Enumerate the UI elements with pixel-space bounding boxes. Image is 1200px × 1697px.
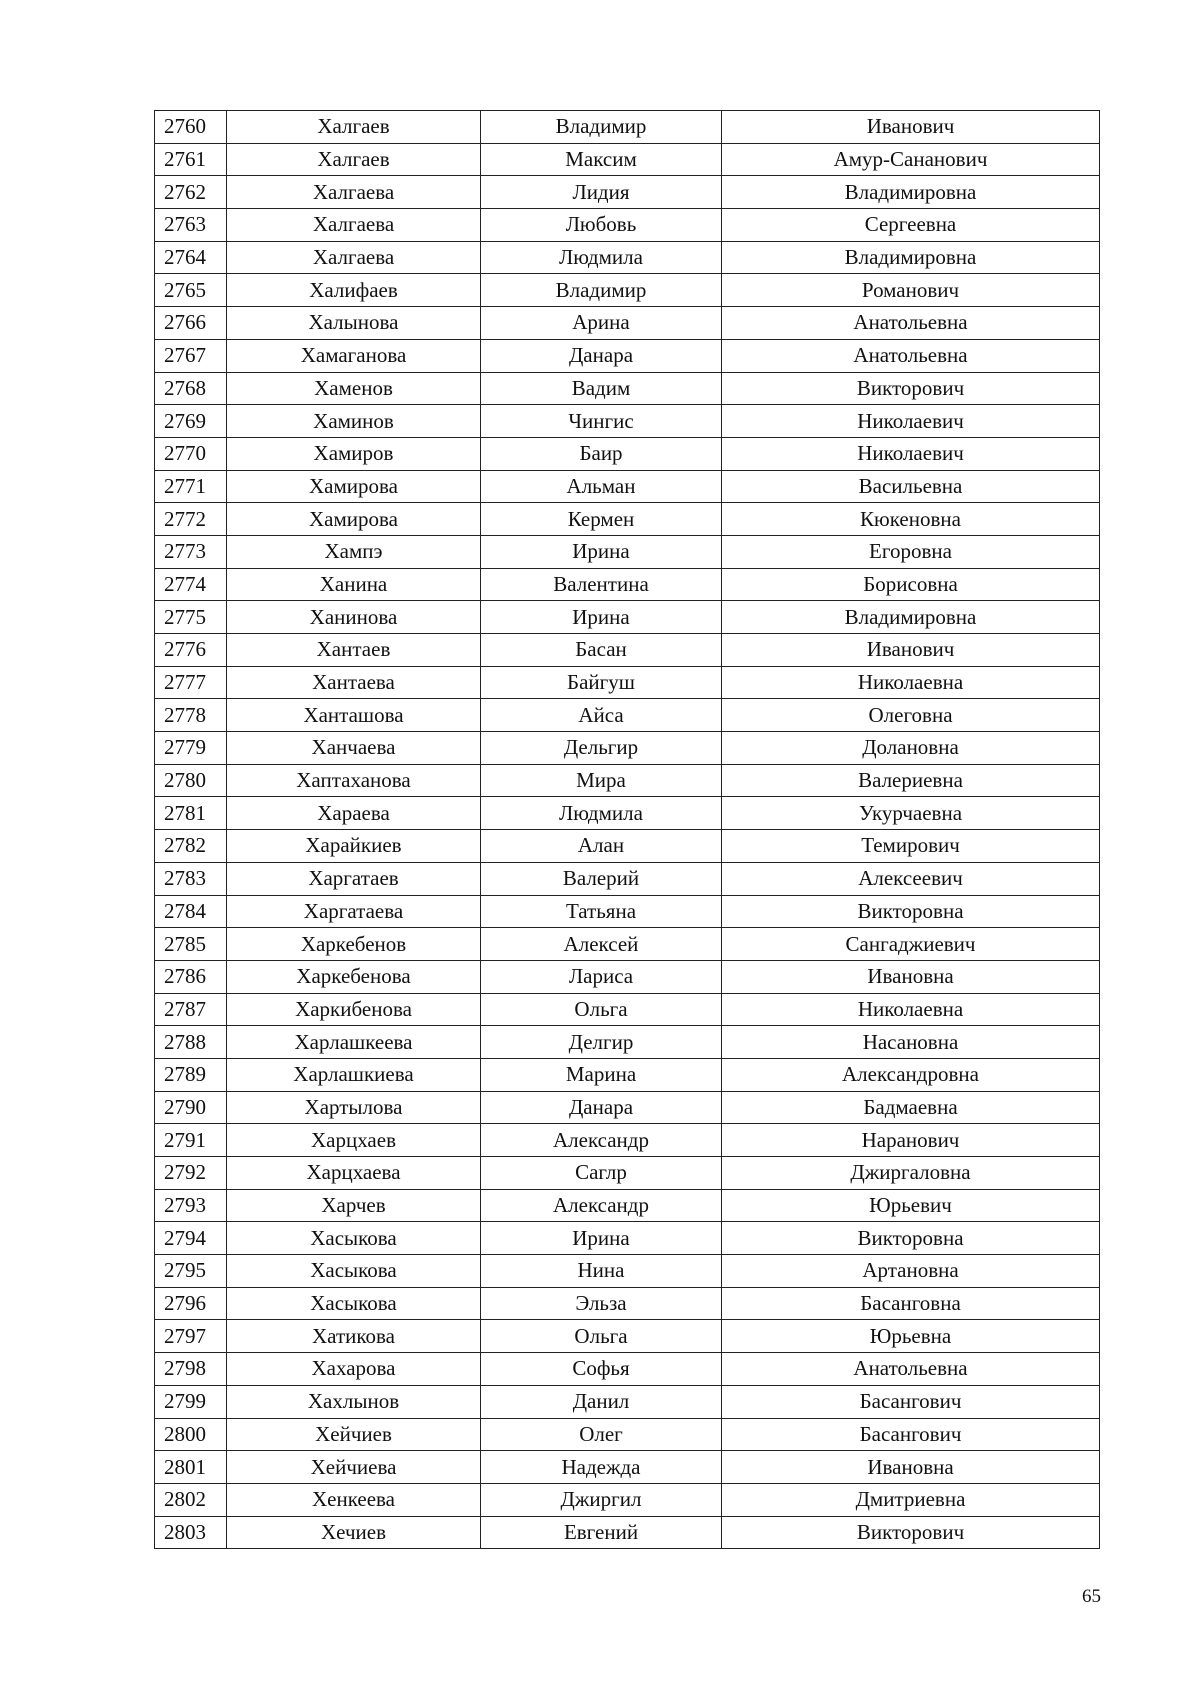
first-name-cell: Валерий xyxy=(481,862,722,895)
patronymic-cell: Насановна xyxy=(722,1026,1100,1059)
last-name-cell: Хасыкова xyxy=(227,1222,481,1255)
first-name-cell: Арина xyxy=(481,307,722,340)
row-number-cell: 2760 xyxy=(155,111,227,144)
patronymic-cell: Амур-Сананович xyxy=(722,143,1100,176)
patronymic-cell: Владимировна xyxy=(722,601,1100,634)
last-name-cell: Халгаев xyxy=(227,143,481,176)
row-number-cell: 2773 xyxy=(155,535,227,568)
first-name-cell: Альман xyxy=(481,470,722,503)
row-number-cell: 2765 xyxy=(155,274,227,307)
first-name-cell: Дельгир xyxy=(481,732,722,765)
patronymic-cell: Джиргаловна xyxy=(722,1157,1100,1190)
first-name-cell: Алексей xyxy=(481,928,722,961)
last-name-cell: Хечиев xyxy=(227,1516,481,1549)
last-name-cell: Халгаева xyxy=(227,209,481,242)
first-name-cell: Людмила xyxy=(481,241,722,274)
row-number-cell: 2775 xyxy=(155,601,227,634)
first-name-cell: Татьяна xyxy=(481,895,722,928)
table-row xyxy=(155,1124,1100,1157)
table-row xyxy=(155,895,1100,928)
row-number-cell: 2780 xyxy=(155,764,227,797)
table-row xyxy=(155,1255,1100,1288)
row-number-cell: 2802 xyxy=(155,1483,227,1516)
table-row xyxy=(155,634,1100,667)
patronymic-cell: Валериевна xyxy=(722,764,1100,797)
patronymic-cell: Викторович xyxy=(722,1516,1100,1549)
first-name-cell: Ирина xyxy=(481,535,722,568)
table-row xyxy=(155,764,1100,797)
last-name-cell: Харцхаева xyxy=(227,1157,481,1190)
table-row xyxy=(155,830,1100,863)
row-number-cell: 2762 xyxy=(155,176,227,209)
last-name-cell: Хаптаханова xyxy=(227,764,481,797)
first-name-cell: Ольга xyxy=(481,1320,722,1353)
table-row xyxy=(155,601,1100,634)
row-number-cell: 2764 xyxy=(155,241,227,274)
first-name-cell: Данил xyxy=(481,1385,722,1418)
table-row xyxy=(155,372,1100,405)
last-name-cell: Харчев xyxy=(227,1189,481,1222)
last-name-cell: Халгаева xyxy=(227,176,481,209)
name-table-body xyxy=(155,111,1100,1549)
row-number-cell: 2772 xyxy=(155,503,227,536)
patronymic-cell: Артановна xyxy=(722,1255,1100,1288)
patronymic-cell: Укурчаевна xyxy=(722,797,1100,830)
patronymic-cell: Басанговна xyxy=(722,1287,1100,1320)
table-row xyxy=(155,568,1100,601)
last-name-cell: Харкебенов xyxy=(227,928,481,961)
patronymic-cell: Романович xyxy=(722,274,1100,307)
row-number-cell: 2768 xyxy=(155,372,227,405)
row-number-cell: 2801 xyxy=(155,1451,227,1484)
row-number-cell: 2792 xyxy=(155,1157,227,1190)
table-row xyxy=(155,535,1100,568)
first-name-cell: Владимир xyxy=(481,274,722,307)
row-number-cell: 2769 xyxy=(155,405,227,438)
last-name-cell: Ханина xyxy=(227,568,481,601)
row-number-cell: 2770 xyxy=(155,437,227,470)
patronymic-cell: Сергеевна xyxy=(722,209,1100,242)
table-row xyxy=(155,405,1100,438)
table-row xyxy=(155,1157,1100,1190)
patronymic-cell: Кюкеновна xyxy=(722,503,1100,536)
patronymic-cell: Владимировна xyxy=(722,241,1100,274)
row-number-cell: 2798 xyxy=(155,1353,227,1386)
patronymic-cell: Николаевич xyxy=(722,437,1100,470)
first-name-cell: Марина xyxy=(481,1058,722,1091)
last-name-cell: Хамаганова xyxy=(227,339,481,372)
last-name-cell: Хахарова xyxy=(227,1353,481,1386)
last-name-cell: Халгаев xyxy=(227,111,481,144)
row-number-cell: 2761 xyxy=(155,143,227,176)
patronymic-cell: Басангович xyxy=(722,1418,1100,1451)
table-row xyxy=(155,1026,1100,1059)
patronymic-cell: Долановна xyxy=(722,732,1100,765)
table-row xyxy=(155,1189,1100,1222)
patronymic-cell: Наранович xyxy=(722,1124,1100,1157)
table-row xyxy=(155,1385,1100,1418)
row-number-cell: 2791 xyxy=(155,1124,227,1157)
row-number-cell: 2794 xyxy=(155,1222,227,1255)
row-number-cell: 2766 xyxy=(155,307,227,340)
first-name-cell: Мира xyxy=(481,764,722,797)
table-row xyxy=(155,143,1100,176)
row-number-cell: 2790 xyxy=(155,1091,227,1124)
page-number: 65 xyxy=(1082,1586,1101,1607)
table-row xyxy=(155,1451,1100,1484)
first-name-cell: Любовь xyxy=(481,209,722,242)
table-row xyxy=(155,699,1100,732)
first-name-cell: Александр xyxy=(481,1189,722,1222)
first-name-cell: Александр xyxy=(481,1124,722,1157)
table-row xyxy=(155,307,1100,340)
table-row xyxy=(155,176,1100,209)
row-number-cell: 2799 xyxy=(155,1385,227,1418)
patronymic-cell: Алексеевич xyxy=(722,862,1100,895)
first-name-cell: Максим xyxy=(481,143,722,176)
patronymic-cell: Васильевна xyxy=(722,470,1100,503)
table-row xyxy=(155,339,1100,372)
table-row xyxy=(155,1222,1100,1255)
last-name-cell: Харайкиев xyxy=(227,830,481,863)
patronymic-cell: Бадмаевна xyxy=(722,1091,1100,1124)
last-name-cell: Хейчиев xyxy=(227,1418,481,1451)
table-row xyxy=(155,437,1100,470)
patronymic-cell: Иванович xyxy=(722,111,1100,144)
patronymic-cell: Анатольевна xyxy=(722,1353,1100,1386)
row-number-cell: 2803 xyxy=(155,1516,227,1549)
patronymic-cell: Дмитриевна xyxy=(722,1483,1100,1516)
table-row xyxy=(155,666,1100,699)
patronymic-cell: Александровна xyxy=(722,1058,1100,1091)
row-number-cell: 2785 xyxy=(155,928,227,961)
patronymic-cell: Иванович xyxy=(722,634,1100,667)
patronymic-cell: Анатольевна xyxy=(722,339,1100,372)
last-name-cell: Хасыкова xyxy=(227,1287,481,1320)
last-name-cell: Хаминов xyxy=(227,405,481,438)
row-number-cell: 2788 xyxy=(155,1026,227,1059)
table-row xyxy=(155,862,1100,895)
table-row xyxy=(155,209,1100,242)
first-name-cell: Байгуш xyxy=(481,666,722,699)
last-name-cell: Ханчаева xyxy=(227,732,481,765)
table-row xyxy=(155,1353,1100,1386)
patronymic-cell: Владимировна xyxy=(722,176,1100,209)
row-number-cell: 2800 xyxy=(155,1418,227,1451)
last-name-cell: Хатикова xyxy=(227,1320,481,1353)
table-row xyxy=(155,928,1100,961)
first-name-cell: Эльза xyxy=(481,1287,722,1320)
table-row xyxy=(155,1091,1100,1124)
last-name-cell: Халифаев xyxy=(227,274,481,307)
table-row xyxy=(155,241,1100,274)
last-name-cell: Халынова xyxy=(227,307,481,340)
row-number-cell: 2797 xyxy=(155,1320,227,1353)
last-name-cell: Харцхаев xyxy=(227,1124,481,1157)
first-name-cell: Ирина xyxy=(481,1222,722,1255)
first-name-cell: Чингис xyxy=(481,405,722,438)
table-row xyxy=(155,503,1100,536)
row-number-cell: 2796 xyxy=(155,1287,227,1320)
last-name-cell: Хартылова xyxy=(227,1091,481,1124)
patronymic-cell: Егоровна xyxy=(722,535,1100,568)
first-name-cell: Басан xyxy=(481,634,722,667)
patronymic-cell: Борисовна xyxy=(722,568,1100,601)
first-name-cell: Валентина xyxy=(481,568,722,601)
last-name-cell: Халгаева xyxy=(227,241,481,274)
row-number-cell: 2776 xyxy=(155,634,227,667)
last-name-cell: Харкебенова xyxy=(227,960,481,993)
first-name-cell: Данара xyxy=(481,339,722,372)
row-number-cell: 2763 xyxy=(155,209,227,242)
row-number-cell: 2774 xyxy=(155,568,227,601)
patronymic-cell: Юрьевич xyxy=(722,1189,1100,1222)
first-name-cell: Айса xyxy=(481,699,722,732)
last-name-cell: Хамирова xyxy=(227,503,481,536)
row-number-cell: 2789 xyxy=(155,1058,227,1091)
last-name-cell: Харлашкиева xyxy=(227,1058,481,1091)
last-name-cell: Ханинова xyxy=(227,601,481,634)
table-row xyxy=(155,1287,1100,1320)
last-name-cell: Хараева xyxy=(227,797,481,830)
first-name-cell: Саглр xyxy=(481,1157,722,1190)
row-number-cell: 2781 xyxy=(155,797,227,830)
row-number-cell: 2767 xyxy=(155,339,227,372)
row-number-cell: 2778 xyxy=(155,699,227,732)
last-name-cell: Хамирова xyxy=(227,470,481,503)
table-row xyxy=(155,1483,1100,1516)
patronymic-cell: Олеговна xyxy=(722,699,1100,732)
first-name-cell: Делгир xyxy=(481,1026,722,1059)
first-name-cell: Олег xyxy=(481,1418,722,1451)
row-number-cell: 2782 xyxy=(155,830,227,863)
table-row xyxy=(155,470,1100,503)
first-name-cell: Вадим xyxy=(481,372,722,405)
row-number-cell: 2786 xyxy=(155,960,227,993)
name-table xyxy=(154,110,1100,1549)
first-name-cell: Данара xyxy=(481,1091,722,1124)
table-row xyxy=(155,797,1100,830)
last-name-cell: Хейчиева xyxy=(227,1451,481,1484)
last-name-cell: Харгатаева xyxy=(227,895,481,928)
table-row xyxy=(155,960,1100,993)
table-row xyxy=(155,1320,1100,1353)
patronymic-cell: Басангович xyxy=(722,1385,1100,1418)
patronymic-cell: Анатольевна xyxy=(722,307,1100,340)
table-row xyxy=(155,111,1100,144)
row-number-cell: 2777 xyxy=(155,666,227,699)
first-name-cell: Джиргил xyxy=(481,1483,722,1516)
first-name-cell: Ольга xyxy=(481,993,722,1026)
first-name-cell: Баир xyxy=(481,437,722,470)
first-name-cell: Лидия xyxy=(481,176,722,209)
last-name-cell: Хаменов xyxy=(227,372,481,405)
patronymic-cell: Ивановна xyxy=(722,1451,1100,1484)
first-name-cell: Алан xyxy=(481,830,722,863)
table-row xyxy=(155,1516,1100,1549)
last-name-cell: Хантаев xyxy=(227,634,481,667)
last-name-cell: Харлашкеева xyxy=(227,1026,481,1059)
row-number-cell: 2787 xyxy=(155,993,227,1026)
last-name-cell: Хампэ xyxy=(227,535,481,568)
first-name-cell: Софья xyxy=(481,1353,722,1386)
first-name-cell: Евгений xyxy=(481,1516,722,1549)
table-row xyxy=(155,1058,1100,1091)
patronymic-cell: Темирович xyxy=(722,830,1100,863)
patronymic-cell: Николаевна xyxy=(722,993,1100,1026)
first-name-cell: Кермен xyxy=(481,503,722,536)
last-name-cell: Хамиров xyxy=(227,437,481,470)
last-name-cell: Ханташова xyxy=(227,699,481,732)
first-name-cell: Владимир xyxy=(481,111,722,144)
table-row xyxy=(155,274,1100,307)
row-number-cell: 2783 xyxy=(155,862,227,895)
first-name-cell: Лариса xyxy=(481,960,722,993)
last-name-cell: Харкибенова xyxy=(227,993,481,1026)
patronymic-cell: Николаевна xyxy=(722,666,1100,699)
table-row xyxy=(155,1418,1100,1451)
row-number-cell: 2784 xyxy=(155,895,227,928)
patronymic-cell: Николаевич xyxy=(722,405,1100,438)
table-row xyxy=(155,993,1100,1026)
patronymic-cell: Ивановна xyxy=(722,960,1100,993)
first-name-cell: Ирина xyxy=(481,601,722,634)
patronymic-cell: Викторович xyxy=(722,372,1100,405)
last-name-cell: Хасыкова xyxy=(227,1255,481,1288)
row-number-cell: 2771 xyxy=(155,470,227,503)
patronymic-cell: Юрьевна xyxy=(722,1320,1100,1353)
last-name-cell: Харгатаев xyxy=(227,862,481,895)
first-name-cell: Надежда xyxy=(481,1451,722,1484)
patronymic-cell: Викторовна xyxy=(722,1222,1100,1255)
table-row xyxy=(155,732,1100,765)
last-name-cell: Хахлынов xyxy=(227,1385,481,1418)
row-number-cell: 2795 xyxy=(155,1255,227,1288)
patronymic-cell: Сангаджиевич xyxy=(722,928,1100,961)
row-number-cell: 2793 xyxy=(155,1189,227,1222)
last-name-cell: Хантаева xyxy=(227,666,481,699)
row-number-cell: 2779 xyxy=(155,732,227,765)
first-name-cell: Людмила xyxy=(481,797,722,830)
last-name-cell: Хенкеева xyxy=(227,1483,481,1516)
patronymic-cell: Викторовна xyxy=(722,895,1100,928)
first-name-cell: Нина xyxy=(481,1255,722,1288)
